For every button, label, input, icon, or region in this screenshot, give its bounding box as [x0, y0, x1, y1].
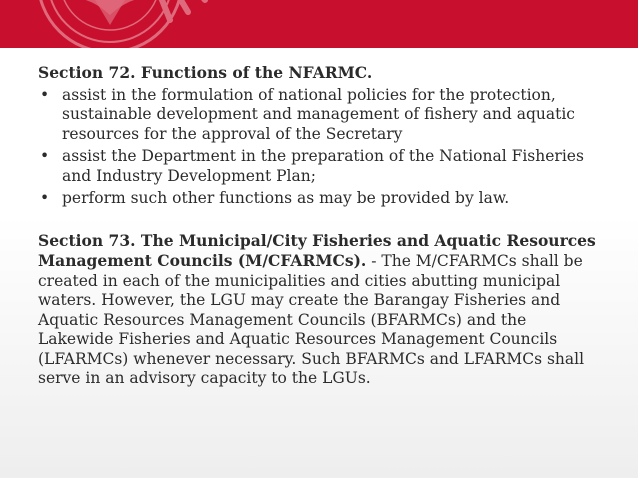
- slide-content: [38, 63, 604, 389]
- bullet-text: perform such other functions as may be provided by law.: [62, 189, 510, 207]
- bullet-icon: •: [40, 189, 50, 207]
- section-73-paragraph: [38, 231, 604, 389]
- section-72-bullet-list: [38, 86, 604, 209]
- section-72-title: Section 72. Functions of the NFARMC.: [38, 63, 373, 82]
- list-item: [38, 86, 604, 145]
- list-item: [38, 189, 604, 209]
- government-seal-icon: [0, 0, 230, 48]
- bullet-text: assist the Department in the preparation of the National Fisheries and Industry Development Plan;: [62, 147, 584, 185]
- header-band: [0, 0, 638, 48]
- section-73-body: - The M/CFARMCs shall be created in each of the municipalities and cities abutting municipal waters. However, the LGU may create the Barangay Fisheries and Aquatic Resources Management Councils (BFARMCs) and the Lakewide Fisheries and Aquatic Resources Management Councils (LFARMCs) whenever necessary. Such BFARMCs and LFARMCs shall serve in an advisory capacity to the LGUs.: [38, 252, 585, 387]
- list-item: [38, 147, 604, 186]
- bullet-icon: •: [40, 85, 50, 104]
- bullet-text: assist in the formulation of national policies for the protection, sustainable development and management of fishery and aquatic resources for the approval of the Secretary: [62, 85, 575, 143]
- section-73-title: Section 73. The Municipal/City Fisheries and Aquatic Resources Management Councils (M/CFARMCs).: [38, 230, 596, 270]
- bullet-icon: •: [40, 147, 50, 165]
